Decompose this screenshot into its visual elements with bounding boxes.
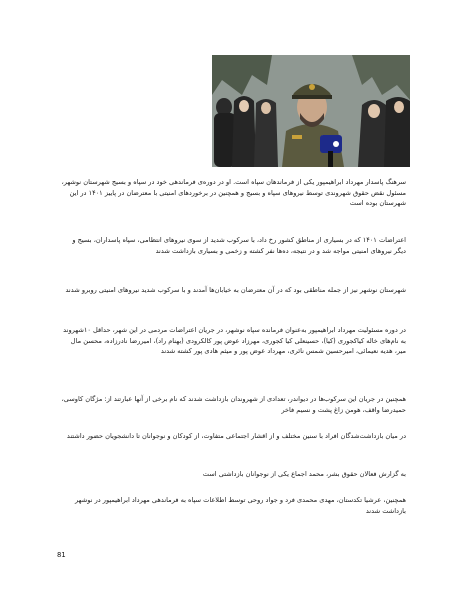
- officer-insignia: [292, 135, 302, 139]
- paragraph: همچنین در جریان این سرکوب‌ها در دیواندر، تعدادی از شهروندان بازداشت شدند که نام برخی از آنها عبارتند از: مژگان کاوسی، حمیدرضا واقف، هومن زاغ پشت و نسیم فاخر: [61, 395, 406, 414]
- microphone-logo: [333, 141, 339, 147]
- officer-cap-badge: [309, 84, 315, 90]
- photo-crowd-face: [394, 101, 404, 113]
- photo-crowd-face: [261, 102, 271, 114]
- photo-crowd-face: [239, 100, 249, 112]
- paragraph: همچنین، عرشیا تکدستان، مهدی محمدی فرد و جواد روحی توسط اطلاعات سپاه به فرماندهی مهرداد ابراهیمپور در نوشهر بازداشت شدند: [75, 496, 406, 515]
- paragraph: در میان بازداشت‌شدگان افراد با سنین مختلف و از اقشار اجتماعی متفاوت، از کودکان و نوجوانان تا دانشجویان حضور داشتند: [66, 432, 406, 440]
- photo-illustration: [212, 55, 410, 167]
- microphone-handle: [328, 151, 333, 167]
- page-number: 81: [57, 551, 66, 559]
- paragraph: سرهنگ پاسدار مهرداد ابراهیمپور یکی از فرماندهان سپاه است. او در دوره‌ی فرماندهی خود در سپاه و بسیج شهرستان نوشهر، مسئول نقض حقوق شهروندی توسط نیروهای سپاه و بسیج و همچنین در برخوردهای امنیتی با معترضان در پاییز ۱۴۰۱ در این شهرستان بوده است: [61, 178, 406, 208]
- news-photo: [212, 55, 410, 167]
- officer-cap-brim: [292, 95, 332, 99]
- paragraph: در دوره مسئولیت مهرداد ابراهیمپور به‌عنوان فرمانده سپاه نوشهر، در جریان اعتراضات مردمی در این شهر، حداقل ۱۰شهروند به نام‌های خاله کیاکجوری (کیا)، حسینعلی کیا کجوری، مهرزاد عوض پور کالکرودی (بهنام راد)، امیررضا نادرزاده، محسن مال میر، هدیه نعیمائی، امیرحسین شمس نائری، مهرداد عوض پور و میثم هادی پور کشته شدند: [63, 326, 406, 356]
- paragraph: به گزارش فعالان حقوق بشر، محمد اجماع یکی از نوجوانان بازداشتی است: [202, 470, 406, 478]
- paragraph: شهرستان نوشهر نیز از جمله مناطقی بود که در آن معترضان به خیابان‌ها آمدند و با سرکوب شدید نیروهای امنیتی روبرو شدند: [65, 286, 406, 294]
- paragraph: اعتراضات ۱۴۰۱ که در بسیاری از مناطق کشور رخ داد، با سرکوب شدید از سوی نیروهای انتظامی، سپاه پاسداران، بسیج و دیگر نیروهای امنیتی مواجه شد و در نتیجه، ده‌ها نفر کشته و زخمی و بسیاری بازداشت شدند: [72, 236, 406, 255]
- photo-crowd-face: [368, 104, 380, 118]
